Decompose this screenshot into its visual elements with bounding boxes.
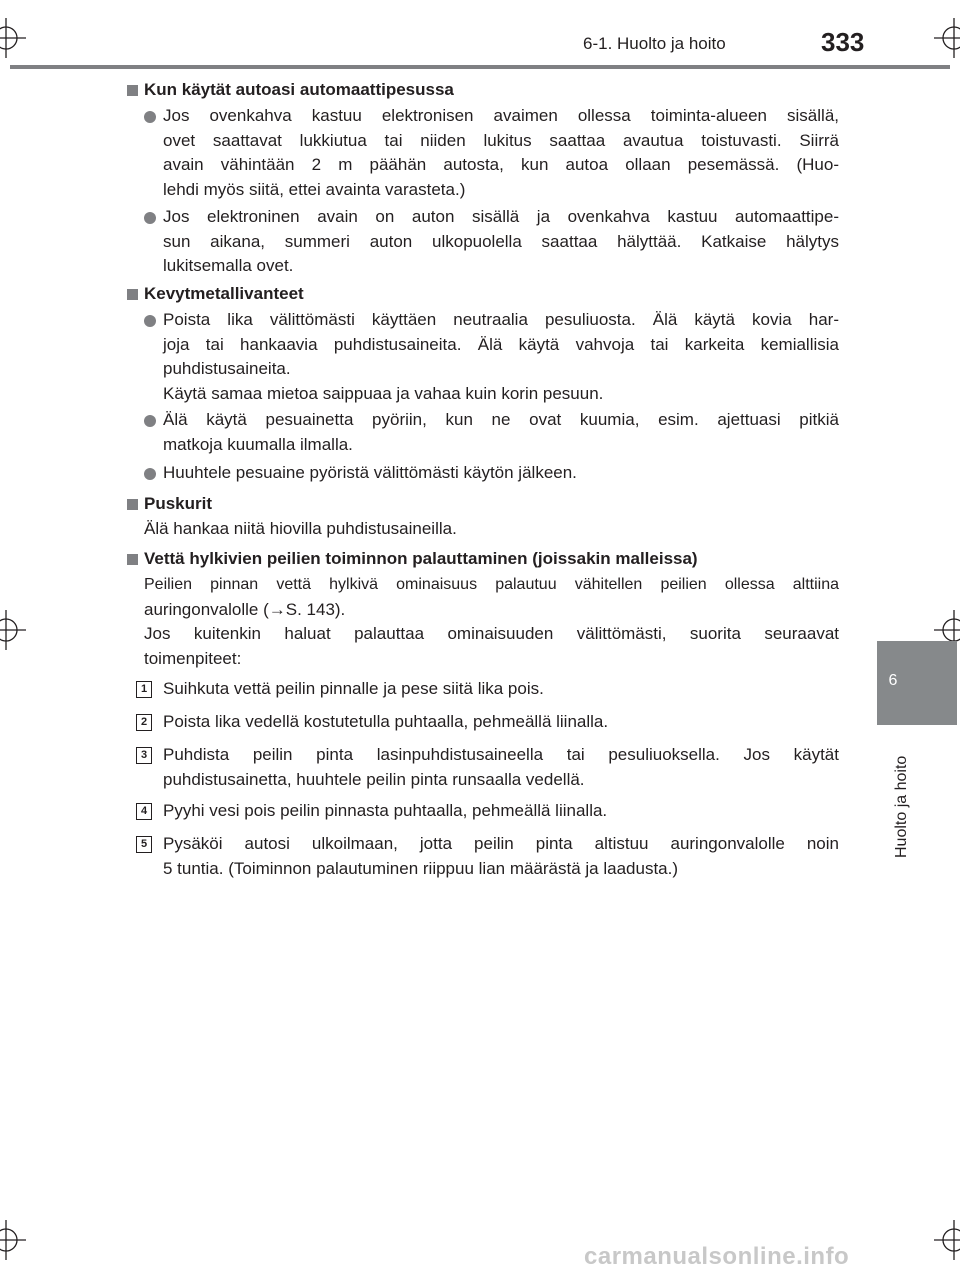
bullet-item: Huuhtele pesuaine pyöristä välittömästi käytön jälkeen. bbox=[127, 461, 839, 486]
section-heading: Kevytmetallivanteet bbox=[127, 282, 839, 306]
step-number-badge: 1 bbox=[136, 681, 152, 698]
registration-mark-top-right bbox=[934, 18, 960, 58]
step-item: 2 Poista lika vedellä kostutetulla puhtaalla, pehmeällä liinalla. bbox=[127, 710, 839, 735]
square-bullet-icon bbox=[127, 85, 138, 96]
square-bullet-icon bbox=[127, 499, 138, 510]
bullet-dot-icon bbox=[144, 415, 156, 427]
section-heading: Vettä hylkivien peilien toiminnon palauttaminen (joissakin malleissa) bbox=[127, 547, 839, 571]
step-number-badge: 4 bbox=[136, 803, 152, 820]
step-item: 4 Pyyhi vesi pois peilin pinnasta puhtaalla, pehmeällä liinalla. bbox=[127, 799, 839, 824]
registration-mark-middle-left bbox=[0, 610, 26, 650]
header-rule bbox=[10, 65, 950, 69]
bullet-dot-icon bbox=[144, 468, 156, 480]
section-heading: Puskurit bbox=[127, 492, 839, 516]
section-bumpers bbox=[127, 492, 839, 516]
section-alloy-wheels bbox=[127, 282, 839, 306]
page-number: 333 bbox=[821, 27, 865, 57]
step-number-badge: 2 bbox=[136, 714, 152, 731]
bullet-dot-icon bbox=[144, 315, 156, 327]
paragraph: Jos kuitenkin haluat palauttaa ominaisuuden välittömästi, suorita seuraavat toimenpiteet: bbox=[144, 624, 839, 668]
bullet-item: Poista lika välittömästi käyttäen neutraalia pesuliuosta. Älä käytä kovia har- joja tai hankaavia puhdistusaineita. Älä käytä vahvoja tai karkeita kemiallisia puhdistusaineita. Käytä samaa mietoa saippuaa ja vahaa kuin korin pesuun. bbox=[127, 308, 839, 406]
paragraph: Peilien pinnan vettä hylkivä ominaisuus palautuu vähitellen peilien ollessa alttiina auringonvalolle (→S. 143). bbox=[144, 576, 839, 619]
section-title: 6-1. Huolto ja hoito bbox=[583, 34, 726, 53]
bullet-dot-icon bbox=[144, 212, 156, 224]
step-item: 5 Pysäköi autosi ulkoilmaan, jotta peilin pinta altistuu auringonvalolle noin 5 tuntia. (Toiminnon palautuminen riippuu lian määrästä ja laadusta.) bbox=[127, 832, 839, 881]
step-item: 1 Suihkuta vettä peilin pinnalle ja pese siitä lika pois. bbox=[127, 677, 839, 702]
step-number-badge: 3 bbox=[136, 747, 152, 764]
bullet-dot-icon bbox=[144, 111, 156, 123]
registration-mark-bottom-right bbox=[934, 1220, 960, 1260]
chapter-tab-number: 6 bbox=[888, 672, 898, 689]
step-item: 3 Puhdista peilin pinta lasinpuhdistusaineella tai pesuliuoksella. Jos käytät puhdistusainetta, huuhtele peilin pinta runsaalla vedellä. bbox=[127, 743, 839, 792]
square-bullet-icon bbox=[127, 554, 138, 565]
paragraph: Älä hankaa niitä hiovilla puhdistusaineilla. bbox=[144, 519, 457, 538]
watermark: carmanualsonline.info bbox=[584, 1243, 850, 1270]
registration-mark-bottom-left bbox=[0, 1220, 26, 1260]
step-number-badge: 5 bbox=[136, 836, 152, 853]
bullet-item: Jos ovenkahva kastuu elektronisen avaimen ollessa toiminta-alueen sisällä, ovet saattavat lukkiutua tai niiden lukitus saattaa avautua toistuvasti. Siirrä avain vähintään 2 m päähän autosta, kun autoa ollaan pesemässä. (Huo- lehdi myös siitä, ettei avainta varasteta.) bbox=[127, 104, 839, 202]
section-heading: Kun käytät autoasi automaattipesussa bbox=[127, 78, 839, 102]
section-car-wash bbox=[127, 78, 839, 102]
registration-mark-top-left bbox=[0, 18, 26, 58]
section-water-repellent-mirrors bbox=[127, 547, 839, 571]
bullet-item: Jos elektroninen avain on auton sisällä ja ovenkahva kastuu automaattipe- sun aikana, summeri auton ulkopuolella saattaa hälyttää. Katkaise hälytys lukitsemalla ovet. bbox=[127, 205, 839, 279]
bullet-item: Älä käytä pesuainetta pyöriin, kun ne ovat kuumia, esim. ajettuasi pitkiä matkoja kuumalla ilmalla. bbox=[127, 408, 839, 457]
square-bullet-icon bbox=[127, 289, 138, 300]
